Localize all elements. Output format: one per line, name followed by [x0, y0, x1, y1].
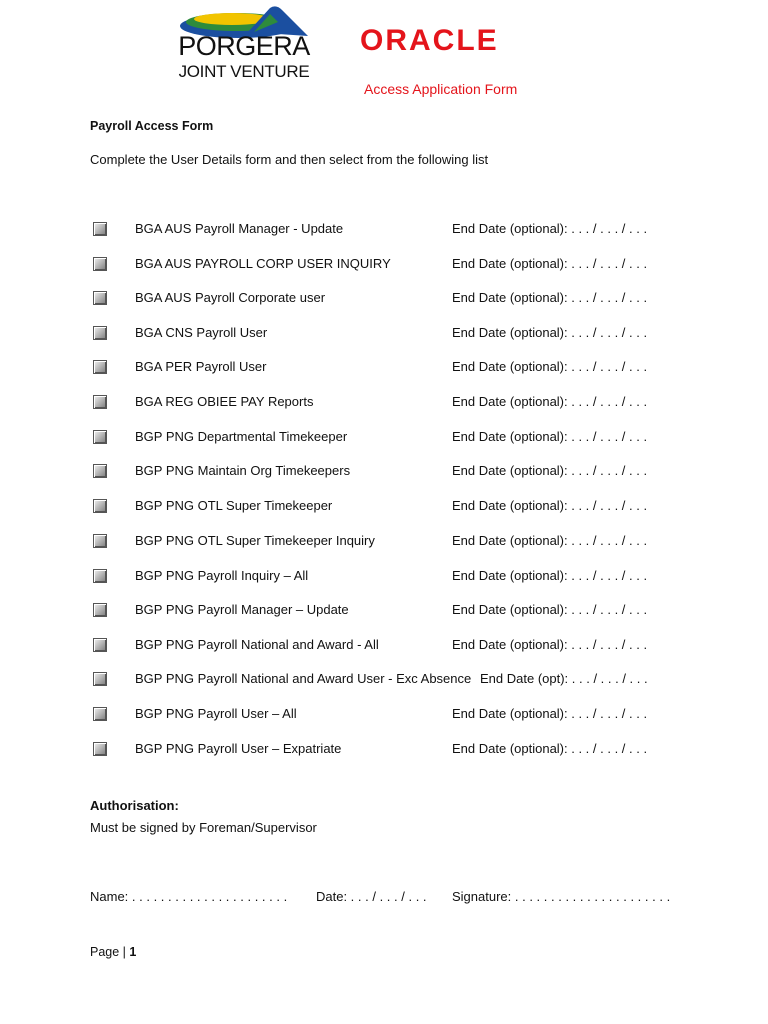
end-date-field[interactable]: End Date (optional): . . . / . . . / . . . [452, 498, 648, 513]
authorisation-text: Must be signed by Foreman/Supervisor [90, 820, 317, 835]
role-row [0, 741, 768, 761]
end-date-field[interactable]: End Date (optional): . . . / . . . / . . . [452, 221, 648, 236]
role-label: BGA AUS PAYROLL CORP USER INQUIRY [135, 256, 391, 271]
page-label: Page | [90, 945, 126, 959]
role-label: BGP PNG Departmental Timekeeper [135, 429, 348, 444]
role-label: BGP PNG OTL Super Timekeeper Inquiry [135, 533, 375, 548]
role-checkbox[interactable] [93, 222, 107, 236]
role-checkbox[interactable] [93, 707, 107, 721]
role-label: BGP PNG Payroll National and Award User - Exc Absence [135, 671, 472, 686]
end-date-field[interactable]: End Date (optional): . . . / . . . / . . . [452, 394, 648, 409]
end-date-field[interactable]: End Date (optional): . . . / . . . / . . . [452, 741, 648, 756]
end-date-field[interactable]: End Date (optional): . . . / . . . / . . . [452, 463, 648, 478]
role-row [0, 637, 768, 657]
end-date-field[interactable]: End Date (optional): . . . / . . . / . . . [452, 533, 648, 548]
role-row [0, 568, 768, 588]
porgera-wordmark: PORGERA [178, 31, 310, 61]
role-checkbox[interactable] [93, 360, 107, 374]
role-label: BGA AUS Payroll Corporate user [135, 290, 326, 305]
role-label: BGP PNG Payroll National and Award - All [135, 637, 379, 652]
role-checkbox[interactable] [93, 569, 107, 583]
form-title: Payroll Access Form [90, 119, 214, 133]
role-checkbox[interactable] [93, 742, 107, 756]
page-number: 1 [129, 945, 137, 959]
end-date-field[interactable]: End Date (optional): . . . / . . . / . . . [452, 359, 648, 374]
role-checkbox[interactable] [93, 326, 107, 340]
role-label: BGP PNG Maintain Org Timekeepers [135, 463, 351, 478]
role-checkbox[interactable] [93, 534, 107, 548]
role-row [0, 256, 768, 276]
end-date-field[interactable]: End Date (optional): . . . / . . . / . . . [452, 637, 648, 652]
role-checkbox[interactable] [93, 257, 107, 271]
name-field[interactable]: Name: . . . . . . . . . . . . . . . . . . . . . . [90, 889, 288, 904]
role-row [0, 394, 768, 414]
role-label: BGP PNG OTL Super Timekeeper [135, 498, 333, 513]
form-heading: Access Application Form [364, 81, 518, 97]
page-footer [90, 944, 136, 960]
role-row [0, 533, 768, 553]
role-checkbox[interactable] [93, 603, 107, 617]
end-date-field[interactable]: End Date (optional): . . . / . . . / . . . [452, 602, 648, 617]
role-row [0, 290, 768, 310]
role-row [0, 498, 768, 518]
role-row [0, 325, 768, 345]
role-label: BGP PNG Payroll User – All [135, 706, 297, 721]
role-checkbox[interactable] [93, 430, 107, 444]
role-row [0, 359, 768, 379]
end-date-field[interactable]: End Date (opt): . . . / . . . / . . . [480, 671, 648, 686]
porgera-logo [178, 2, 310, 94]
role-label: BGP PNG Payroll User – Expatriate [135, 741, 342, 756]
end-date-field[interactable]: End Date (optional): . . . / . . . / . . . [452, 706, 648, 721]
role-label: BGA CNS Payroll User [135, 325, 268, 340]
role-checkbox[interactable] [93, 464, 107, 478]
role-checkbox[interactable] [93, 672, 107, 686]
end-date-field[interactable]: End Date (optional): . . . / . . . / . . . [452, 290, 648, 305]
end-date-field[interactable]: End Date (optional): . . . / . . . / . . . [452, 325, 648, 340]
role-checkbox[interactable] [93, 499, 107, 513]
role-label: BGA PER Payroll User [135, 359, 267, 374]
role-row [0, 463, 768, 483]
end-date-field[interactable]: End Date (optional): . . . / . . . / . . . [452, 568, 648, 583]
role-row [0, 706, 768, 726]
role-row [0, 221, 768, 241]
end-date-field[interactable]: End Date (optional): . . . / . . . / . . . [452, 256, 648, 271]
oracle-logo: ORACLE [360, 24, 499, 57]
instruction-text: Complete the User Details form and then select from the following list [90, 152, 489, 167]
role-label: BGP PNG Payroll Manager – Update [135, 602, 349, 617]
authorisation-heading: Authorisation: [90, 798, 179, 813]
role-label: BGP PNG Payroll Inquiry – All [135, 568, 309, 583]
role-checkbox[interactable] [93, 291, 107, 305]
role-label: BGA AUS Payroll Manager - Update [135, 221, 344, 236]
date-field[interactable]: Date: . . . / . . . / . . . [316, 889, 427, 904]
role-row [0, 602, 768, 622]
signature-field[interactable]: Signature: . . . . . . . . . . . . . . . . . . . . . . [452, 889, 671, 904]
role-row [0, 429, 768, 449]
role-row [0, 671, 768, 691]
end-date-field[interactable]: End Date (optional): . . . / . . . / . . . [452, 429, 648, 444]
role-label: BGA REG OBIEE PAY Reports [135, 394, 314, 409]
porgera-subtitle: JOINT VENTURE [178, 62, 310, 81]
role-checkbox[interactable] [93, 395, 107, 409]
role-checkbox[interactable] [93, 638, 107, 652]
